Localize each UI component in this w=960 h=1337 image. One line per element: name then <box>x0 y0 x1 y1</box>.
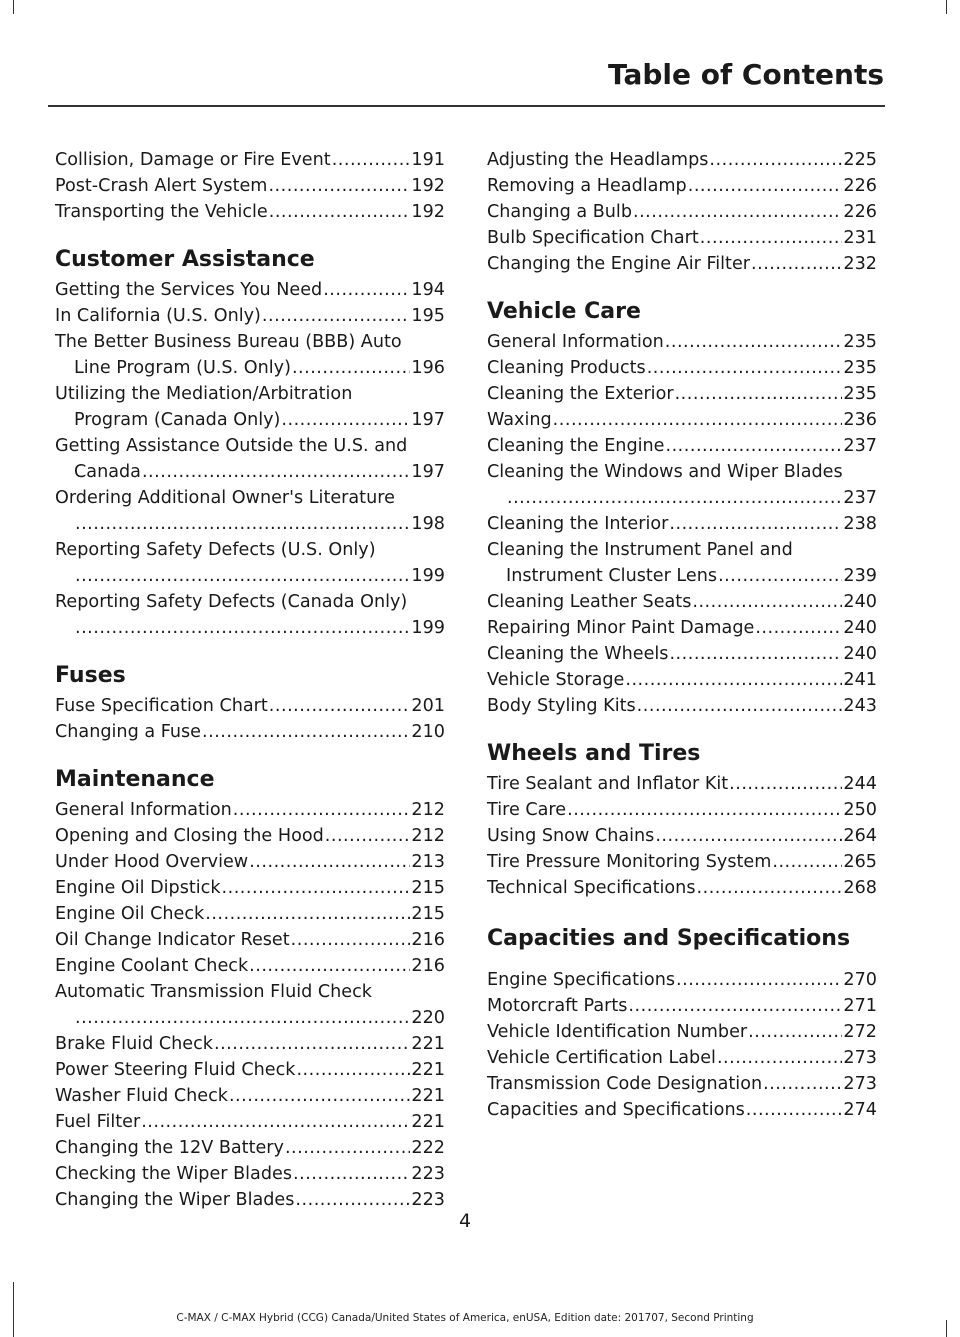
dot-leader <box>709 147 842 173</box>
dot-leader <box>717 1045 842 1071</box>
toc-entry[interactable] <box>487 251 877 277</box>
toc-entry-page: 239 <box>843 566 877 586</box>
dot-leader <box>507 485 842 511</box>
toc-entry[interactable] <box>55 823 445 849</box>
toc-entry-page: 210 <box>411 722 445 742</box>
toc-entry-title: Tire Pressure Monitoring System <box>487 852 772 872</box>
toc-entry[interactable] <box>487 771 877 797</box>
toc-entry-page: 225 <box>843 150 877 170</box>
toc-entry-title: Changing the Engine Air Filter <box>487 254 751 274</box>
toc-entry-page: 221 <box>411 1112 445 1132</box>
toc-entry-page: 273 <box>843 1074 877 1094</box>
toc-entry-page: 241 <box>843 670 877 690</box>
toc-entry-title: Using Snow Chains <box>487 826 655 846</box>
toc-entry-title: The Better Business Bureau (BBB) Auto <box>55 332 402 352</box>
section-heading: Fuses <box>55 663 126 688</box>
toc-entry[interactable] <box>55 719 445 745</box>
toc-entry-page: 238 <box>843 514 877 534</box>
toc-entry[interactable] <box>55 849 445 875</box>
toc-entry[interactable] <box>55 147 445 173</box>
dot-leader <box>205 901 410 927</box>
toc-entry-title: Capacities and Specifications <box>487 1100 745 1120</box>
crop-mark-top-right <box>946 0 947 14</box>
toc-entry-page: 215 <box>411 904 445 924</box>
toc-entry-page: 191 <box>411 150 445 170</box>
toc-entry-title: Collision, Damage or Fire Event <box>55 150 331 170</box>
toc-entry[interactable] <box>487 1019 877 1045</box>
crop-mark-bottom-right <box>946 1320 947 1337</box>
toc-entry-page: 237 <box>843 488 877 508</box>
toc-entry[interactable] <box>487 641 877 667</box>
toc-entry[interactable] <box>487 407 877 433</box>
dot-leader <box>233 797 411 823</box>
toc-entry[interactable] <box>487 849 877 875</box>
toc-entry-page: 271 <box>843 996 877 1016</box>
toc-entry[interactable] <box>55 381 445 433</box>
crop-mark-top-left <box>13 0 14 14</box>
section-heading: Capacities and Specifications <box>487 926 851 951</box>
edition-line: C-MAX / C-MAX Hybrid (CCG) Canada/United States of America, enUSA, Edition date: 201707, Second Printing <box>176 1312 754 1324</box>
section-heading: Customer Assistance <box>55 247 315 272</box>
toc-entry-page: 226 <box>843 202 877 222</box>
toc-entry-title: Fuse Specification Chart <box>55 696 268 716</box>
toc-entry[interactable] <box>55 979 445 1031</box>
toc-entry-title: Vehicle Certification Label <box>487 1048 716 1068</box>
toc-entry[interactable] <box>55 1083 445 1109</box>
toc-entry[interactable] <box>487 667 877 693</box>
dot-leader <box>285 1135 410 1161</box>
header-rule <box>48 105 885 107</box>
toc-entry[interactable] <box>487 511 877 537</box>
toc-entry[interactable] <box>487 693 877 719</box>
toc-entry[interactable] <box>487 967 877 993</box>
toc-entry-title: Changing the Wiper Blades <box>55 1190 295 1210</box>
dot-leader <box>229 1083 410 1109</box>
toc-entry-page: 221 <box>411 1086 445 1106</box>
toc-entry-title-continued: Canada <box>74 462 141 482</box>
toc-entry-page: 240 <box>843 592 877 612</box>
toc-entry-title: Power Steering Fluid Check <box>55 1060 296 1080</box>
toc-entry-title: Engine Oil Dipstick <box>55 878 221 898</box>
toc-entry[interactable] <box>487 993 877 1019</box>
toc-entry[interactable] <box>55 1135 445 1161</box>
dot-leader <box>718 563 842 589</box>
dot-leader <box>746 1097 843 1123</box>
toc-entry[interactable] <box>55 303 445 329</box>
toc-entry-page: 213 <box>411 852 445 872</box>
toc-entry[interactable] <box>487 1071 877 1097</box>
toc-entry[interactable] <box>55 901 445 927</box>
toc-entry-title: Body Styling Kits <box>487 696 636 716</box>
toc-entry[interactable] <box>55 1161 445 1187</box>
toc-entry[interactable] <box>487 329 877 355</box>
dot-leader <box>75 563 410 589</box>
dot-leader <box>647 355 843 381</box>
toc-entry-title: Cleaning the Interior <box>487 514 669 534</box>
toc-entry-title-continued: Line Program (U.S. Only) <box>74 358 291 378</box>
dot-leader <box>669 641 842 667</box>
toc-entry-page: 243 <box>843 696 877 716</box>
toc-entry[interactable] <box>487 875 877 901</box>
toc-entry[interactable] <box>487 1045 877 1071</box>
toc-entry[interactable] <box>55 485 445 537</box>
toc-entry-title: Vehicle Storage <box>487 670 625 690</box>
toc-entry-title: Getting the Services You Need <box>55 280 323 300</box>
dot-leader <box>669 511 842 537</box>
toc-entry[interactable] <box>55 1057 445 1083</box>
dot-leader <box>141 1109 410 1135</box>
toc-entry-page: 236 <box>843 410 877 430</box>
toc-entry-title: Bulb Specification Chart <box>487 228 699 248</box>
dot-leader <box>688 173 843 199</box>
dot-leader <box>249 849 410 875</box>
toc-entry-page: 270 <box>843 970 877 990</box>
dot-leader <box>676 967 842 993</box>
toc-entry-page: 221 <box>411 1060 445 1080</box>
toc-entry-title: Cleaning Leather Seats <box>487 592 692 612</box>
toc-entry-title: Cleaning the Windows and Wiper Blades <box>487 462 843 482</box>
toc-entry-title: Reporting Safety Defects (Canada Only) <box>55 592 408 612</box>
toc-entry-page: 215 <box>411 878 445 898</box>
dot-leader <box>142 459 410 485</box>
toc-entry[interactable] <box>487 173 877 199</box>
toc-entry-page: 223 <box>411 1164 445 1184</box>
toc-entry[interactable] <box>487 797 877 823</box>
toc-entry-title: Tire Care <box>487 800 567 820</box>
toc-entry-title: In California (U.S. Only) <box>55 306 261 326</box>
toc-entry-page: 274 <box>843 1100 877 1120</box>
toc-entry-page: 273 <box>843 1048 877 1068</box>
dot-leader <box>214 1031 410 1057</box>
dot-leader <box>700 225 843 251</box>
toc-entry-title: Brake Fluid Check <box>55 1034 213 1054</box>
toc-entry-title: General Information <box>487 332 664 352</box>
toc-entry[interactable] <box>55 693 445 719</box>
toc-entry[interactable] <box>487 355 877 381</box>
toc-entry-title: Washer Fluid Check <box>55 1086 228 1106</box>
toc-entry-page: 197 <box>411 410 445 430</box>
toc-column-left <box>55 147 445 1213</box>
dot-leader <box>666 433 843 459</box>
toc-entry-title-continued: Instrument Cluster Lens <box>506 566 718 586</box>
dot-leader <box>75 511 410 537</box>
toc-entry-page: 195 <box>411 306 445 326</box>
toc-entry[interactable] <box>487 1097 877 1123</box>
toc-entry-title: Cleaning Products <box>487 358 646 378</box>
toc-entry-page: 226 <box>843 176 877 196</box>
toc-entry-title: Repairing Minor Paint Damage <box>487 618 755 638</box>
toc-entry-page: 232 <box>843 254 877 274</box>
toc-entry[interactable] <box>487 589 877 615</box>
toc-entry-title: Engine Coolant Check <box>55 956 249 976</box>
dot-leader <box>222 875 411 901</box>
toc-entry-title: Opening and Closing the Hood <box>55 826 324 846</box>
toc-entry-title: Changing a Fuse <box>55 722 202 742</box>
section-heading: Wheels and Tires <box>487 741 701 766</box>
toc-entry[interactable] <box>55 433 445 485</box>
dot-leader <box>75 1005 410 1031</box>
toc-entry-page: 212 <box>411 800 445 820</box>
dot-leader <box>751 251 842 277</box>
dot-leader <box>249 953 410 979</box>
toc-entry-page: 235 <box>843 384 877 404</box>
toc-entry-title: Getting Assistance Outside the U.S. and <box>55 436 408 456</box>
toc-entry-title: Cleaning the Engine <box>487 436 665 456</box>
toc-entry-page: 268 <box>843 878 877 898</box>
dot-leader <box>655 823 842 849</box>
toc-entry-title: Utilizing the Mediation/Arbitration <box>55 384 353 404</box>
toc-entry[interactable] <box>487 537 877 589</box>
toc-entry-page: 250 <box>843 800 877 820</box>
dot-leader <box>325 823 411 849</box>
toc-entry[interactable] <box>487 433 877 459</box>
toc-entry-title: Checking the Wiper Blades <box>55 1164 293 1184</box>
dot-leader <box>763 1071 842 1097</box>
dot-leader <box>628 993 842 1019</box>
dot-leader <box>755 615 842 641</box>
toc-entry-title: Motorcraft Parts <box>487 996 628 1016</box>
dot-leader <box>633 199 842 225</box>
dot-leader <box>291 927 411 953</box>
dot-leader <box>772 849 842 875</box>
toc-entry-page: 194 <box>411 280 445 300</box>
toc-entry-page: 244 <box>843 774 877 794</box>
section-heading: Vehicle Care <box>487 299 641 324</box>
toc-entry-title: Technical Specifications <box>487 878 696 898</box>
toc-entry-title: Engine Oil Check <box>55 904 205 924</box>
toc-entry[interactable] <box>55 329 445 381</box>
toc-entry-page: 197 <box>411 462 445 482</box>
dot-leader <box>293 1161 410 1187</box>
toc-entry-page: 199 <box>411 566 445 586</box>
dot-leader <box>625 667 842 693</box>
toc-entry-page: 212 <box>411 826 445 846</box>
toc-entry-page: 216 <box>411 930 445 950</box>
dot-leader <box>268 173 410 199</box>
toc-entry-title: Changing a Bulb <box>487 202 632 222</box>
dot-leader <box>269 693 411 719</box>
toc-entry-title: General Information <box>55 800 232 820</box>
toc-entry-page: 196 <box>411 358 445 378</box>
toc-entry-title: Under Hood Overview <box>55 852 249 872</box>
toc-entry[interactable] <box>55 875 445 901</box>
dot-leader <box>675 381 843 407</box>
crop-mark-bottom-left <box>13 1282 14 1337</box>
toc-entry-page: 216 <box>411 956 445 976</box>
toc-entry-page: 240 <box>843 618 877 638</box>
toc-entry-page: 265 <box>843 852 877 872</box>
toc-entry-page: 235 <box>843 358 877 378</box>
toc-entry-page: 192 <box>411 202 445 222</box>
toc-entry-page: 220 <box>411 1008 445 1028</box>
toc-entry[interactable] <box>55 589 445 641</box>
toc-entry-title: Post-Crash Alert System <box>55 176 268 196</box>
toc-entry-title: Automatic Transmission Fluid Check <box>55 982 372 1002</box>
toc-entry-page: 264 <box>843 826 877 846</box>
toc-entry-title: Oil Change Indicator Reset <box>55 930 290 950</box>
toc-entry-page: 240 <box>843 644 877 664</box>
toc-entry-page: 272 <box>843 1022 877 1042</box>
toc-entry-page: 222 <box>411 1138 445 1158</box>
toc-entry-title: Fuel Filter <box>55 1112 141 1132</box>
toc-entry-title: Cleaning the Exterior <box>487 384 674 404</box>
toc-entry[interactable] <box>55 927 445 953</box>
toc-entry-title: Vehicle Identification Number <box>487 1022 748 1042</box>
dot-leader <box>292 355 410 381</box>
toc-entry[interactable] <box>55 1031 445 1057</box>
dot-leader <box>748 1019 842 1045</box>
dot-leader <box>281 407 410 433</box>
toc-entry-title: Ordering Additional Owner's Literature <box>55 488 395 508</box>
section-heading: Maintenance <box>55 767 215 792</box>
dot-leader <box>202 719 410 745</box>
dot-leader <box>75 615 410 641</box>
toc-entry-page: 223 <box>411 1190 445 1210</box>
toc-entry-page: 192 <box>411 176 445 196</box>
toc-entry-title: Removing a Headlamp <box>487 176 687 196</box>
page-title: Table of Contents <box>607 58 884 91</box>
toc-entry-title: Tire Sealant and Inflator Kit <box>487 774 729 794</box>
toc-entry-title: Transporting the Vehicle <box>55 202 268 222</box>
toc-entry[interactable] <box>55 277 445 303</box>
toc-entry-title: Cleaning the Wheels <box>487 644 669 664</box>
toc-entry[interactable] <box>55 1109 445 1135</box>
dot-leader <box>332 147 411 173</box>
dot-leader <box>262 303 410 329</box>
toc-entry-title: Engine Specifications <box>487 970 676 990</box>
toc-entry[interactable] <box>487 823 877 849</box>
dot-leader <box>269 199 411 225</box>
dot-leader <box>665 329 843 355</box>
toc-entry-title: Waxing <box>487 410 552 430</box>
dot-leader <box>729 771 842 797</box>
toc-entry[interactable] <box>55 797 445 823</box>
toc-entry-page: 198 <box>411 514 445 534</box>
toc-entry[interactable] <box>55 173 445 199</box>
dot-leader <box>692 589 842 615</box>
toc-entry[interactable] <box>487 199 877 225</box>
toc-entry[interactable] <box>487 459 877 511</box>
toc-entry-title: Reporting Safety Defects (U.S. Only) <box>55 540 376 560</box>
toc-entry-page: 221 <box>411 1034 445 1054</box>
dot-leader <box>553 407 843 433</box>
toc-entry[interactable] <box>55 953 445 979</box>
toc-entry[interactable] <box>55 199 445 225</box>
toc-entry-page: 199 <box>411 618 445 638</box>
page-number: 4 <box>458 1210 472 1232</box>
toc-entry-page: 237 <box>843 436 877 456</box>
toc-entry[interactable] <box>487 381 877 407</box>
toc-column-right <box>487 147 877 1123</box>
toc-entry-page: 235 <box>843 332 877 352</box>
dot-leader <box>697 875 843 901</box>
toc-entry[interactable] <box>487 615 877 641</box>
toc-entry-page: 201 <box>411 696 445 716</box>
toc-entry-title: Changing the 12V Battery <box>55 1138 284 1158</box>
toc-entry[interactable] <box>487 147 877 173</box>
toc-entry-title: Adjusting the Headlamps <box>487 150 709 170</box>
toc-entry-title: Cleaning the Instrument Panel and <box>487 540 793 560</box>
dot-leader <box>567 797 842 823</box>
toc-entry[interactable] <box>55 537 445 589</box>
dot-leader <box>637 693 843 719</box>
toc-entry-page: 231 <box>843 228 877 248</box>
dot-leader <box>323 277 410 303</box>
toc-entry-title: Transmission Code Designation <box>487 1074 763 1094</box>
toc-entry-title-continued: Program (Canada Only) <box>74 410 281 430</box>
dot-leader <box>296 1057 410 1083</box>
toc-entry[interactable] <box>487 225 877 251</box>
